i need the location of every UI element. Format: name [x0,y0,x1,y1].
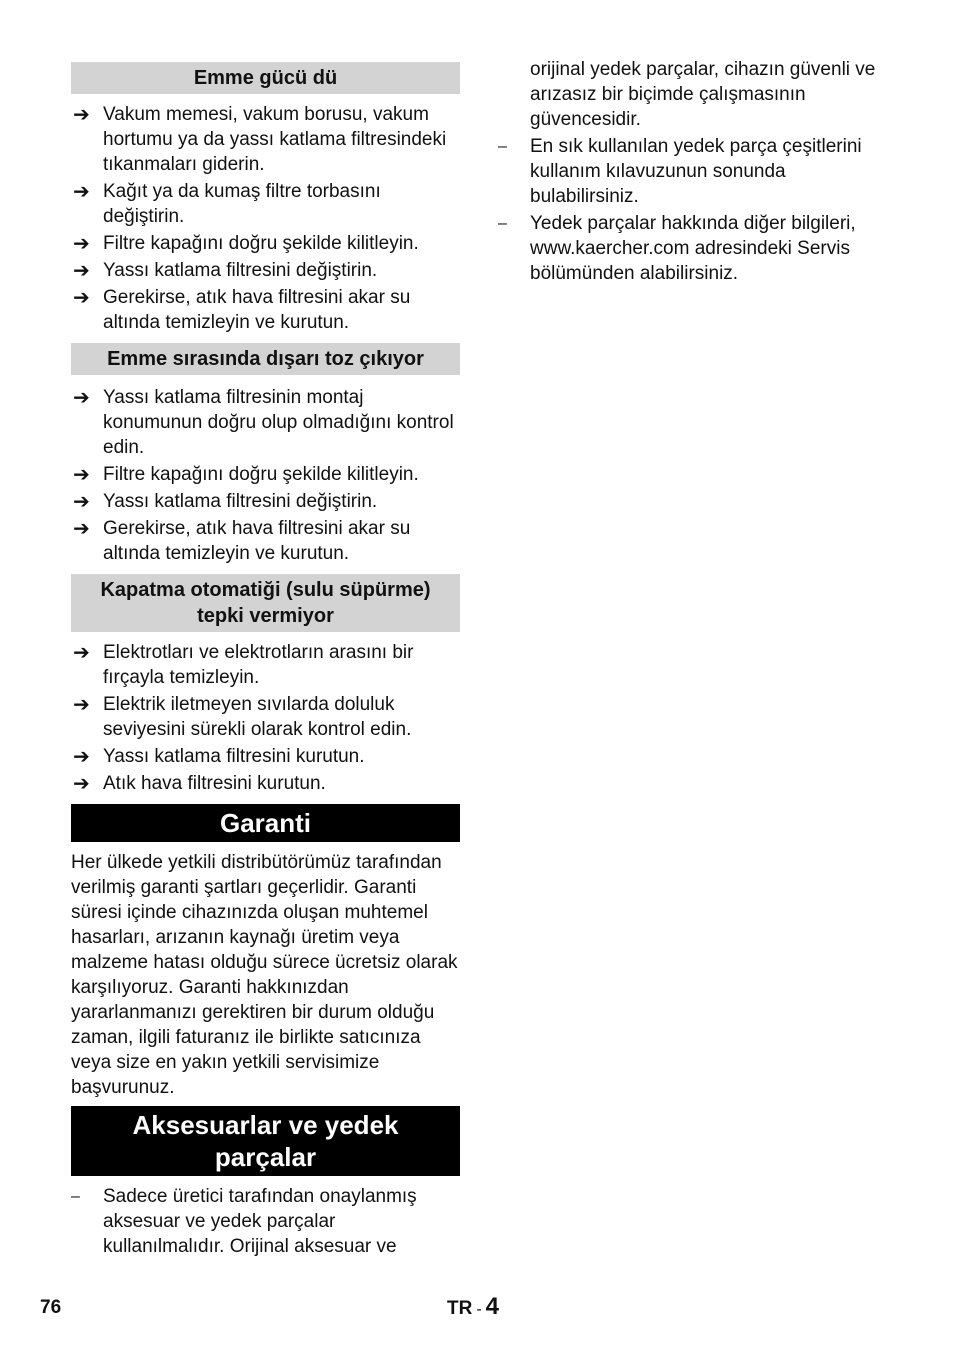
arrow-right-icon: ➔ [73,692,90,716]
list-item: – En sık kullanılan yedek parça çeşitlerini kullanım kılavuzunun sonunda bulabilirsiniz. [498,136,862,207]
section-heading-emme-gucu: Emme gücü dü [71,62,460,94]
aksesuar-heading: Aksesuarlar ve yedek parçalar [71,1106,460,1176]
arrow-right-icon: ➔ [73,102,90,126]
arrow-right-icon: ➔ [73,516,90,540]
aksesuar-list-left [71,1184,460,1259]
right-column [498,57,884,288]
arrow-right-icon: ➔ [73,744,90,768]
arrow-right-icon: ➔ [73,258,90,282]
list-item: ➔ Elektrik iletmeyen sıvılarda doluluk seviyesini sürekli olarak kontrol edin. [73,692,412,740]
list-item: ➔ Gerekirse, atık hava filtresini akar su altında temizleyin ve kurutun. [73,516,411,564]
kapatma-otomatigi-list [71,640,460,796]
list-item: ➔ Elektrotları ve elektrotların arasını bir fırçayla temizleyin. [73,640,414,688]
list-item: ➔ Filtre kapağını doğru şekilde kilitleyin. [73,231,419,255]
garanti-text: Her ülkede yetkili distribütörümüz tarafından verilmiş garanti şartları geçerlidir. Garanti süresi içinde cihazınızda oluşan muhtemel hasarları, arızanın kaynağı üretim veya malzeme hatası olduğu sürece ücretsiz olarak karşılıyoruz. Garanti hakkınızdan yararlanmanızı gerektiren bir durum olduğu zaman, ilgili faturanız ile birlikte satıcınıza veya size en yakın yetkili servisimize başvurunuz. [71,852,458,1098]
section-page-number: 4 [485,1293,500,1320]
section-heading-kapatma-otomatigi: Kapatma otomatiği (sulu süpürme) tepki vermiyor [71,574,460,632]
list-item: ➔ Kağıt ya da kumaş filtre torbasını değiştirin. [73,179,381,227]
list-item: ➔ Vakum memesi, vakum borusu, vakum hortumu ya da yassı katlama filtresindeki tıkanmaları giderin. [73,102,447,175]
page-number: 76 [40,1297,62,1318]
list-item: ➔ Yassı katlama filtresini değiştirin. [73,258,378,282]
dash-bullet: – [498,138,507,155]
dash-bullet: – [498,215,507,232]
list-item: ➔ Gerekirse, atık hava filtresini akar su altında temizleyin ve kurutun. [73,285,411,333]
list-item: ➔ Yassı katlama filtresini kurutun. [73,744,365,768]
emme-gucu-list [71,102,460,335]
section-heading-toz-cikiyor: Emme sırasında dışarı toz çıkıyor [71,343,460,375]
language-code: TR [447,1298,473,1319]
arrow-right-icon: ➔ [73,771,90,795]
section-page-label [447,1293,499,1321]
toz-cikiyor-list [71,385,460,566]
arrow-right-icon: ➔ [73,285,90,309]
list-item: ➔ Yassı katlama filtresinin montaj konumunun doğru olup olmadığını kontrol edin. [73,385,454,458]
arrow-right-icon: ➔ [73,640,90,664]
list-item: ➔ Yassı katlama filtresini değiştirin. [73,489,378,513]
list-item: ➔ Atık hava filtresini kurutun. [73,771,326,795]
arrow-right-icon: ➔ [73,179,90,203]
arrow-right-icon: ➔ [73,231,90,255]
list-item-continued: orijinal yedek parçalar, cihazın güvenli ve arızasız bir biçimde çalışmasının güvencesidir. [530,59,876,130]
list-item: – Yedek parçalar hakkında diğer bilgileri, www.kaercher.com adresindeki Servis bölümünden alabilirsiniz. [498,213,856,284]
garanti-heading: Garanti [71,804,460,842]
arrow-right-icon: ➔ [73,385,90,409]
aksesuar-list-right [498,57,884,286]
list-item: ➔ Filtre kapağını doğru şekilde kilitleyin. [73,462,419,486]
arrow-right-icon: ➔ [73,489,90,513]
left-column [71,62,460,1261]
dash-bullet: – [71,1188,80,1205]
separator: - [476,1301,482,1318]
arrow-right-icon: ➔ [73,462,90,486]
list-item: – Sadece üretici tarafından onaylanmış aksesuar ve yedek parçalar kullanılmalıdır. Orijinal aksesuar ve [71,1186,417,1257]
